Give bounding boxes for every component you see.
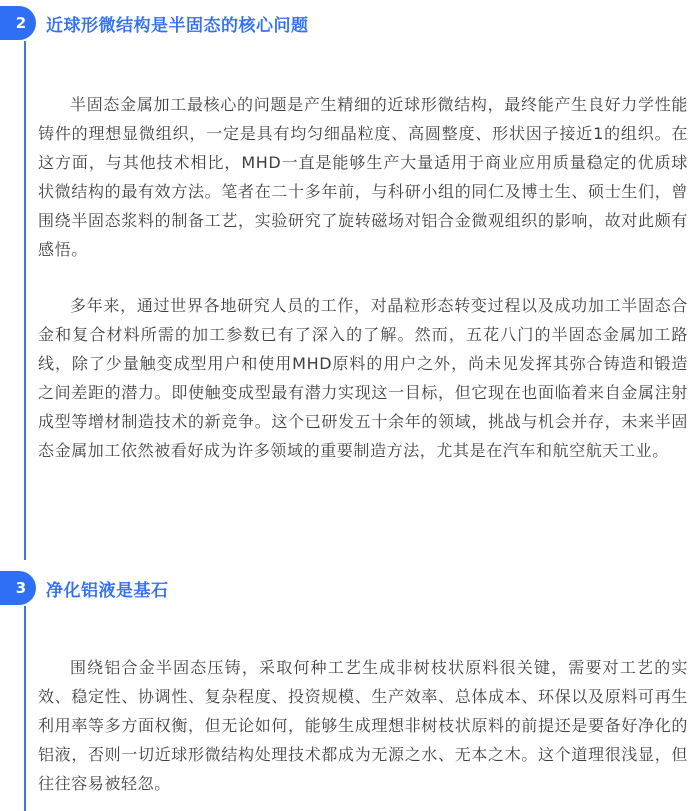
section-2-paragraph-1: 半固态金属加工最核心的问题是产生精细的近球形微结构，最终能产生良好力学性能铸件的理想显微组织，一定是具有均匀细晶粒度、高圆整度、形状因子接近1的组织。在这方面，与其他技术相比，MHD一直是能够生产大量适用于商业应用质量稳定的优质球状微结构的最有效方法。笔者在二十多年前，与科研小组的同仁及博士生、硕士生们，曾围绕半固态浆料的制备工艺，实验研究了旋转磁场对铝合金微观组织的影响，故对此颇有感悟。 (38, 95, 688, 259)
section-2-header (0, 5, 309, 41)
section-3-header (0, 570, 169, 606)
section-2-title: 近球形微结构是半固态的核心问题 (46, 15, 309, 36)
section-3-side-line (24, 606, 26, 811)
section-3-title: 净化铝液是基石 (46, 580, 169, 601)
section-3-number-badge: 3 (0, 571, 36, 605)
section-3-paragraph-1: 围绕铝合金半固态压铸，采取何种工艺生成非树枝状原料很关键，需要对工艺的实效、稳定性、协调性、复杂程度、投资规模、生产效率、总体成本、环保以及原料可再生利用率等多方面权衡，但无论如何，能够生成理想非树枝状原料的前提还是要备好净化的铝液，否则一切近球形微结构处理技术都成为无源之水、无本之木。这个道理很浅显，但往往容易被轻忽。 (38, 658, 688, 793)
section-2-paragraph-2: 多年来，通过世界各地研究人员的工作，对晶粒形态转变过程以及成功加工半固态合金和复合材料所需的加工参数已有了深入的了解。然而，五花八门的半固态金属加工路线，除了少量触变成型用户和使用MHD原料的用户之外，尚未见发挥其弥合铸造和锻造之间差距的潜力。即使触变成型最有潜力实现这一目标，但它现在也面临着来自金属注射成型等增材制造技术的新竞争。这个已研发五十余年的领域，挑战与机会并存，未来半固态金属加工依然被看好成为许多领域的重要制造方法，尤其是在汽车和航空航天工业。 (38, 296, 688, 460)
section-2-side-line (24, 41, 26, 560)
section-2-number-badge: 2 (0, 6, 36, 40)
